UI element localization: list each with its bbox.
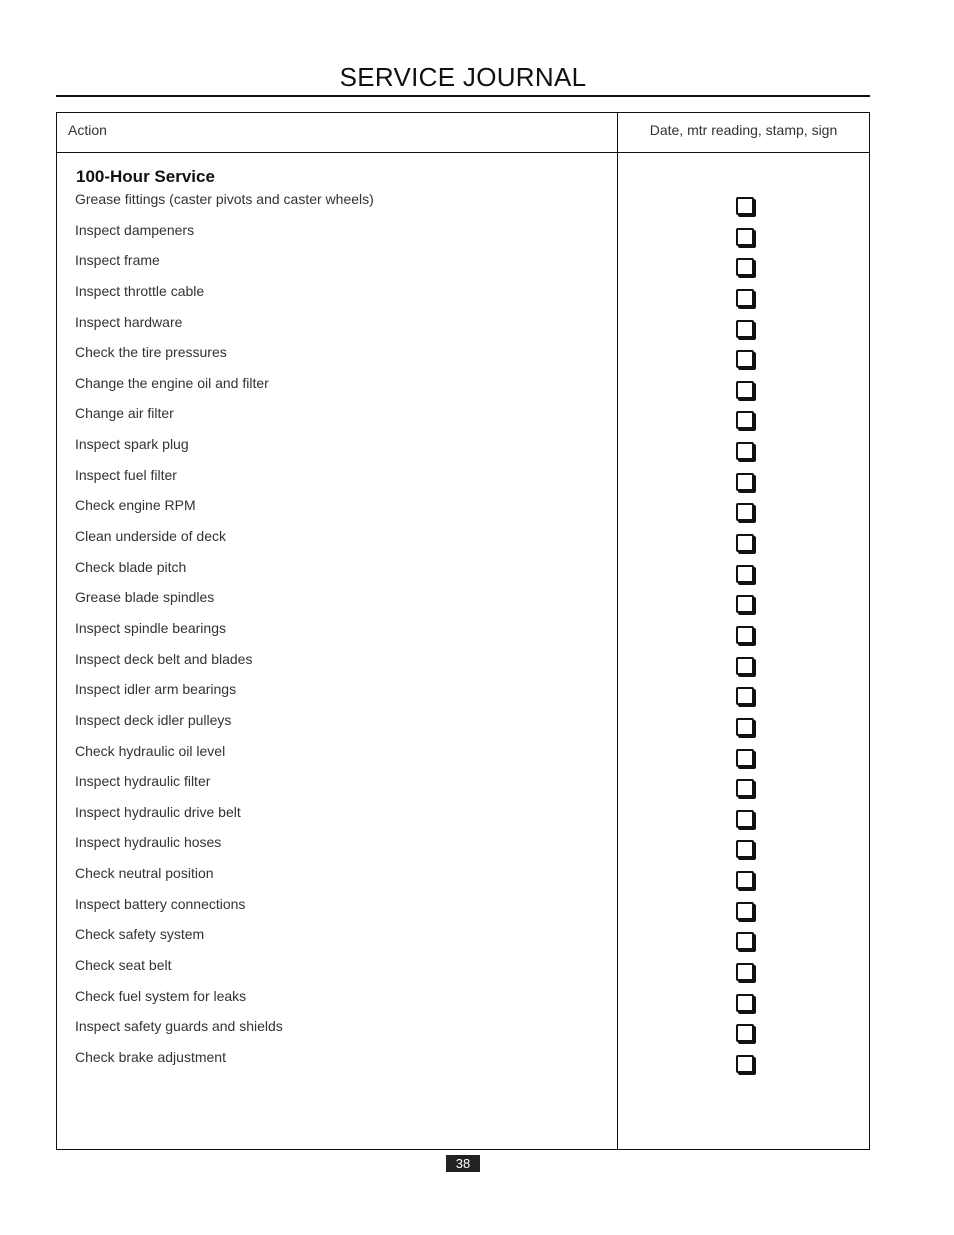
service-item-label: Check safety system (75, 926, 205, 943)
service-item-row (57, 895, 869, 926)
service-item-row (57, 221, 869, 252)
service-item-label: Inspect deck idler pulleys (75, 711, 232, 728)
service-item-checkbox[interactable] (736, 228, 754, 246)
service-journal-table (56, 112, 870, 1150)
service-item-label: Inspect idler arm bearings (75, 681, 237, 698)
service-item-checkbox[interactable] (736, 289, 754, 307)
service-item-label: Inspect battery connections (75, 895, 246, 912)
service-item-checkbox[interactable] (736, 1024, 754, 1042)
service-item-row (57, 650, 869, 681)
service-items-list (57, 190, 869, 1079)
service-item-checkbox[interactable] (736, 411, 754, 429)
service-item-checkbox[interactable] (736, 473, 754, 491)
service-item-row (57, 711, 869, 742)
service-item-label: Grease fittings (caster pivots and caster wheels) (75, 191, 374, 207)
page-number: 38 (446, 1155, 480, 1172)
service-item-row (57, 282, 869, 313)
service-item-checkbox[interactable] (736, 932, 754, 950)
service-item-label: Check engine RPM (75, 497, 196, 514)
service-item-row (57, 803, 869, 834)
service-item-label: Change the engine oil and filter (75, 374, 269, 391)
service-item-row (57, 619, 869, 650)
service-item-label: Inspect hydraulic filter (75, 773, 211, 790)
service-item-label: Inspect deck belt and blades (75, 650, 253, 667)
service-item-row (57, 987, 869, 1018)
service-item-label: Inspect hydraulic hoses (75, 834, 222, 851)
service-item-checkbox[interactable] (736, 810, 754, 828)
title-rule (56, 95, 870, 97)
service-item-checkbox[interactable] (736, 534, 754, 552)
service-item-label: Inspect spark plug (75, 436, 189, 453)
service-item-checkbox[interactable] (736, 381, 754, 399)
header-date-reading-stamp-sign: Date, mtr reading, stamp, sign (649, 122, 838, 138)
service-item-checkbox[interactable] (736, 840, 754, 858)
service-item-label: Check neutral position (75, 865, 214, 882)
service-item-row (57, 313, 869, 344)
service-item-row (57, 190, 869, 221)
header-action: Action (68, 122, 107, 138)
service-item-label: Check seat belt (75, 957, 172, 974)
service-item-label: Inspect spindle bearings (75, 619, 226, 636)
service-item-checkbox[interactable] (736, 626, 754, 644)
service-item-checkbox[interactable] (736, 350, 754, 368)
service-item-row (57, 1048, 869, 1079)
service-item-checkbox[interactable] (736, 687, 754, 705)
service-item-row (57, 251, 869, 282)
service-item-row (57, 374, 869, 405)
page-title: SERVICE JOURNAL (339, 62, 587, 92)
service-item-row (57, 404, 869, 435)
service-item-row (57, 1017, 869, 1048)
service-item-row (57, 558, 869, 589)
section-title: 100-Hour Service (76, 167, 215, 186)
service-item-label: Inspect dampeners (75, 221, 195, 238)
service-item-label: Inspect hardware (75, 313, 183, 330)
service-item-row (57, 496, 869, 527)
service-item-row (57, 527, 869, 558)
service-item-checkbox[interactable] (736, 1055, 754, 1073)
service-item-label: Check hydraulic oil level (75, 742, 226, 759)
service-item-label: Check fuel system for leaks (75, 987, 247, 1004)
service-item-checkbox[interactable] (736, 565, 754, 583)
service-item-row (57, 864, 869, 895)
service-item-label: Inspect frame (75, 252, 160, 269)
service-item-row (57, 742, 869, 773)
service-item-checkbox[interactable] (736, 595, 754, 613)
service-item-row (57, 925, 869, 956)
service-item-checkbox[interactable] (736, 657, 754, 675)
service-item-checkbox[interactable] (736, 442, 754, 460)
service-item-checkbox[interactable] (736, 503, 754, 521)
service-item-label: Inspect fuel filter (75, 466, 177, 483)
service-item-row (57, 680, 869, 711)
service-item-label: Check the tire pressures (75, 344, 227, 361)
service-item-row (57, 435, 869, 466)
service-item-row (57, 772, 869, 803)
service-item-label: Check brake adjustment (75, 1048, 226, 1065)
service-item-label: Inspect hydraulic drive belt (75, 803, 241, 820)
service-item-row (57, 833, 869, 864)
service-item-checkbox[interactable] (736, 902, 754, 920)
service-item-label: Check blade pitch (75, 558, 187, 575)
service-item-label: Grease blade spindles (75, 589, 215, 606)
service-item-label: Inspect throttle cable (75, 282, 205, 299)
service-item-checkbox[interactable] (736, 779, 754, 797)
service-item-checkbox[interactable] (736, 994, 754, 1012)
service-item-label: Change air filter (75, 405, 174, 422)
service-item-row (57, 588, 869, 619)
service-item-row (57, 956, 869, 987)
service-item-checkbox[interactable] (736, 749, 754, 767)
service-item-checkbox[interactable] (736, 258, 754, 276)
service-item-label: Inspect safety guards and shields (75, 1018, 283, 1035)
service-item-checkbox[interactable] (736, 197, 754, 215)
service-item-row (57, 466, 869, 497)
service-item-label: Clean underside of deck (75, 528, 226, 545)
service-item-checkbox[interactable] (736, 718, 754, 736)
service-item-checkbox[interactable] (736, 871, 754, 889)
service-item-checkbox[interactable] (736, 963, 754, 981)
table-header-row (57, 113, 869, 153)
service-item-row (57, 343, 869, 374)
service-item-checkbox[interactable] (736, 320, 754, 338)
